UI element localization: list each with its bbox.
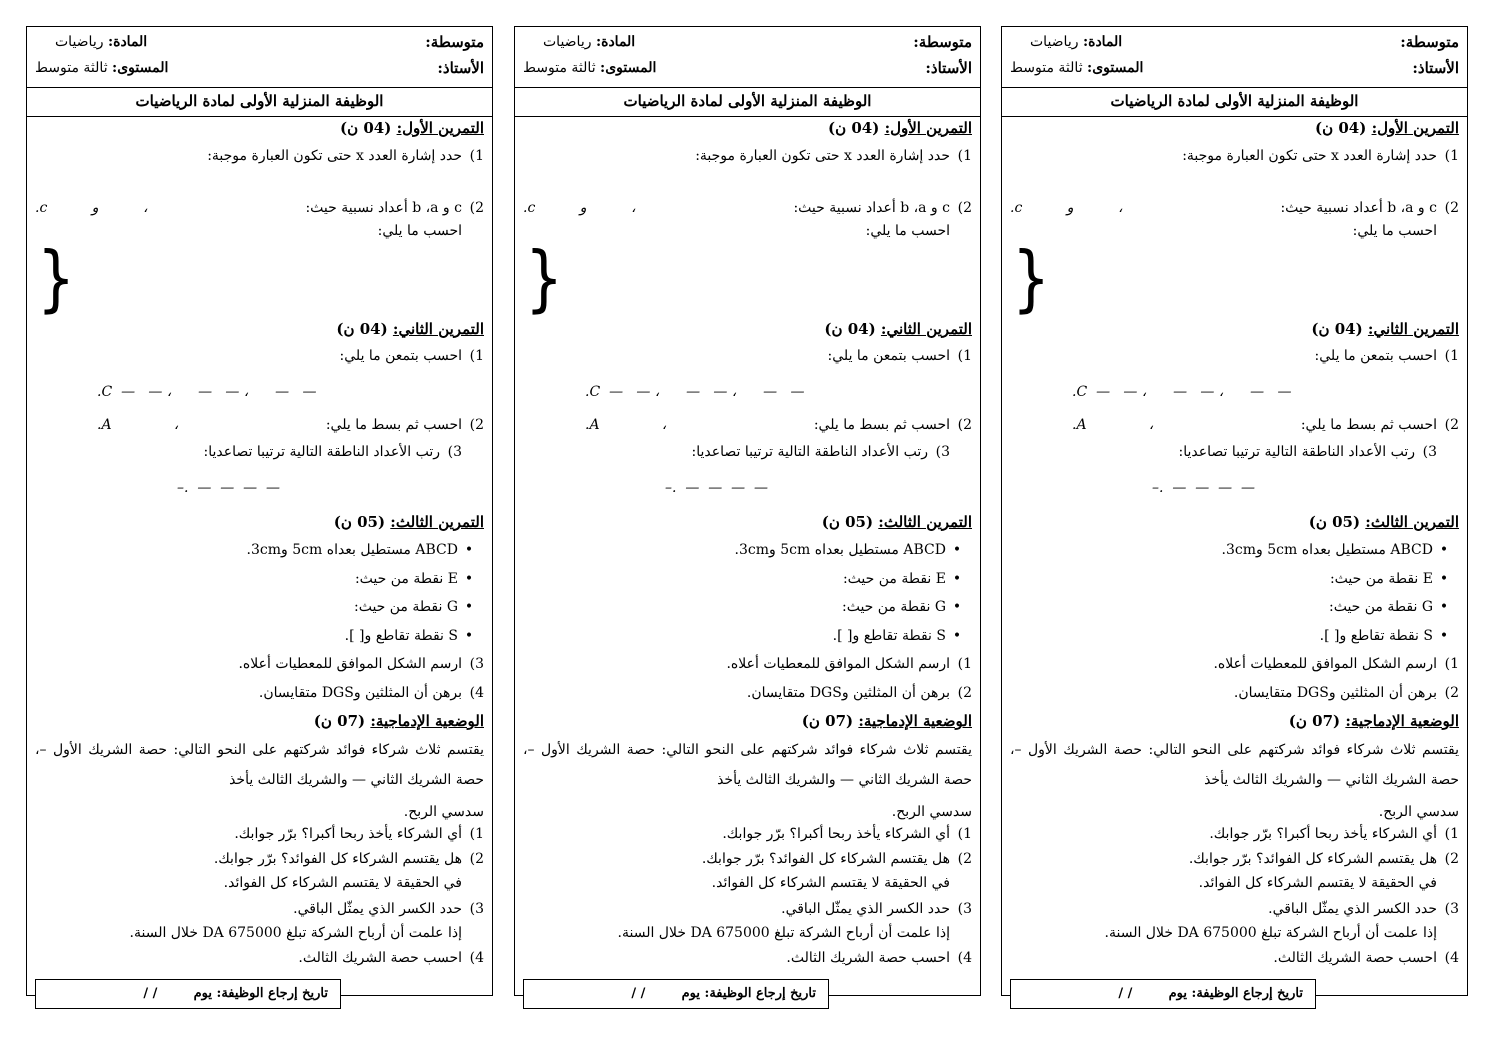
return-date-slots: / /: [143, 986, 158, 1001]
ex2-q3: رتب الأعداد الناطقة التالية ترتيبا تصاعديا:: [691, 444, 928, 460]
teacher-label: الأستاذ:: [925, 59, 972, 77]
ex3-b3: • G نقطة من حيث:: [1010, 596, 1455, 618]
ex1-points: (04 ن): [828, 119, 880, 137]
subject-label: المادة:: [107, 34, 148, 50]
sit-q3b: إذا علمت أن أرباح الشركة تبلغ 675000 DA خلال السنة.: [617, 925, 950, 941]
homework-title: الوظيفة المنزلية الأولى لمادة الرياضيات: [515, 88, 980, 117]
panel-header: [27, 27, 492, 88]
ex3-qb: برهن أن المثلثين وDGS متقايسان.: [258, 685, 462, 701]
ex1-q2: c و b ،a أعداد نسبية حيث:: [305, 200, 462, 216]
brace-icon: {: [1012, 237, 1051, 321]
sit-para1: يقتسم ثلاث شركاء فوائد شركتهم على النحو التالي: حصة الشريك الأول –، حصة الشريك الثاني — والشريك الثالث يأخذ: [1010, 742, 1459, 788]
ex2-q3-math: –. — — — —: [177, 480, 281, 496]
sit-heading: الوضعية الإدماجية:: [858, 712, 972, 730]
ex3-b3: • G نقطة من حيث:: [523, 596, 968, 618]
ex1-q2b: احسب ما يلي:: [1352, 223, 1437, 239]
ex1-q2: c و b ،a أعداد نسبية حيث:: [1280, 200, 1437, 216]
subject-value: رياضيات: [55, 34, 104, 50]
ex3-b2: • E نقطة من حيث:: [1010, 568, 1455, 590]
school-label: متوسطة:: [425, 33, 484, 51]
ex3-qa: ارسم الشكل الموافق للمعطيات أعلاه.: [726, 656, 950, 672]
ex3-qb: برهن أن المثلثين وDGS متقايسان.: [1233, 685, 1437, 701]
ex1-heading: التمرين الأول:: [1371, 119, 1459, 137]
ex1-q2-values: .c و ،: [35, 200, 148, 216]
level-label: المستوى:: [112, 60, 169, 76]
return-date-box: [523, 979, 829, 1009]
sit-q2: هل يقتسم الشركاء كل الفوائد؟ برّر جوابك.: [701, 851, 950, 867]
sit-q1: أي الشركاء يأخذ ربحا أكبرا؟ برّر جوابك.: [722, 826, 950, 842]
ex3-points: (05 ن): [1308, 513, 1361, 531]
level-label: المستوى:: [600, 60, 657, 76]
sit-q1: أي الشركاء يأخذ ربحا أكبرا؟ برّر جوابك.: [1209, 826, 1437, 842]
return-date-slots: / /: [631, 986, 646, 1001]
sit-para2: سدسي الربح.: [1378, 804, 1459, 820]
level-value: ثالثة متوسط: [1010, 60, 1083, 76]
ex3-b2: • E نقطة من حيث:: [35, 568, 480, 590]
panel-header: [1002, 27, 1467, 88]
sit-q2: هل يقتسم الشركاء كل الفوائد؟ برّر جوابك.: [1188, 851, 1437, 867]
ex2-q1-math: .C — — ، — — ، — —: [1072, 384, 1292, 400]
sit-q4: احسب حصة الشريك الثالث.: [786, 950, 950, 966]
school-label: متوسطة:: [1400, 33, 1459, 51]
sit-q1: أي الشركاء يأخذ ربحا أكبرا؟ برّر جوابك.: [234, 826, 462, 842]
ex3-b1: • ABCD مستطيل بعداه 5cm و3cm.: [35, 539, 480, 561]
subject-label: المادة:: [1082, 34, 1123, 50]
return-date-slots: / /: [1118, 986, 1133, 1001]
sit-q3: حدد الكسر الذي يمثّل الباقي.: [293, 901, 462, 917]
sit-para1: يقتسم ثلاث شركاء فوائد شركتهم على النحو التالي: حصة الشريك الأول –، حصة الشريك الثاني — والشريك الثالث يأخذ: [35, 742, 484, 788]
ex3-points: (05 ن): [333, 513, 386, 531]
ex2-q1: احسب بتمعن ما يلي:: [827, 348, 950, 364]
subject-value: رياضيات: [543, 34, 592, 50]
ex1-q1: حدد إشارة العدد x حتى تكون العبارة موجبة:: [695, 148, 950, 164]
sit-para2: سدسي الربح.: [403, 804, 484, 820]
ex2-points: (04 ن): [1311, 320, 1363, 338]
level-value: ثالثة متوسط: [35, 60, 108, 76]
ex2-q2: احسب ثم بسط ما يلي:: [325, 417, 462, 433]
ex2-q3-math: –. — — — —: [1152, 480, 1256, 496]
sit-para2: سدسي الربح.: [891, 804, 972, 820]
ex2-heading: التمرين الثاني:: [392, 320, 484, 338]
homework-title: الوظيفة المنزلية الأولى لمادة الرياضيات: [1002, 88, 1467, 117]
teacher-label: الأستاذ:: [437, 59, 484, 77]
ex3-b1: • ABCD مستطيل بعداه 5cm و3cm.: [523, 539, 968, 561]
sit-heading: الوضعية الإدماجية:: [370, 712, 484, 730]
ex3-qa: ارسم الشكل الموافق للمعطيات أعلاه.: [238, 656, 462, 672]
level-label: المستوى:: [1087, 60, 1144, 76]
ex3-b1: • ABCD مستطيل بعداه 5cm و3cm.: [1010, 539, 1455, 561]
ex2-points: (04 ن): [824, 320, 876, 338]
subject-label: المادة:: [595, 34, 636, 50]
ex3-b3: • G نقطة من حيث:: [35, 596, 480, 618]
ex3-heading: التمرين الثالث:: [390, 513, 484, 531]
ex1-heading: التمرين الأول:: [396, 119, 484, 137]
sit-points: (07 ن): [801, 712, 854, 730]
ex2-q2: احسب ثم بسط ما يلي:: [1300, 417, 1437, 433]
ex1-points: (04 ن): [1315, 119, 1367, 137]
level-value: ثالثة متوسط: [523, 60, 596, 76]
ex2-q2-math: .A ،: [97, 417, 179, 433]
ex1-q2-values: .c و ،: [1010, 200, 1123, 216]
ex2-heading: التمرين الثاني:: [1367, 320, 1459, 338]
ex2-q3: رتب الأعداد الناطقة التالية ترتيبا تصاعديا:: [203, 444, 440, 460]
ex3-heading: التمرين الثالث:: [1365, 513, 1459, 531]
ex2-q1: احسب بتمعن ما يلي:: [339, 348, 462, 364]
homework-panel-2: متوسطة: المادة: رياضيات الأستاذ: المستوى: ثالثة متوسط الوظيفة المنزلية الأولى لمادة الرياضيات التمرين الأول: (04 ن) 1)حدد إشارة العدد x حتى تكون العبارة موجبة: 2)c و b ،a أعداد نسبية حيث: .c و ، احسب ما يلي: { التمرين الثاني: (04 ن) 1)احسب بتمعن ما يلي: .C — — ، — — ، — — 2)احسب ثم بسط ما يلي: .A ، 3)رتب الأعداد الناطقة التالية ترتيبا تصاعديا: –. — — — — التمرين الثالث: (05 ن) • ABCD مستطيل بعداه 5cm و3cm. • E نقطة من حيث: • G نقطة من حيث: • S نقطة تقاطع و[ ]. 1)ارسم الشكل الموافق للمعطيات أعلاه. 2)برهن أن المثلثين وDGS متقايسان. الوضعية الإدماجية: (07 ن) يقتسم ثلاث شركاء فوائد شركتهم على النحو التالي: حصة الشريك الأول –، حصة الشريك الثاني — والشريك الثالث يأخذ سدسي الربح. 1)أي الشركاء يأخذ ربحا أكبرا؟ برّر جوابك. 2)هل يقتسم الشركاء كل الفوائد؟ برّر جوابك. في الحقيقة لا يقتسم الشركاء كل الفوائد. 3)حدد الكسر الذي يمثّل الباقي. إذا علمت أن أرباح الشركة تبلغ 675000 DA خلال السنة. 4)احسب حصة الشريك الثالث. تاريخ إرجاع الوظيفة: يوم / /: [514, 26, 981, 996]
sit-para1: يقتسم ثلاث شركاء فوائد شركتهم على النحو التالي: حصة الشريك الأول –، حصة الشريك الثاني — والشريك الثالث يأخذ: [523, 742, 972, 788]
ex2-q2-math: .A ،: [1072, 417, 1154, 433]
ex2-q1-math: .C — — ، — — ، — —: [97, 384, 317, 400]
subject-value: رياضيات: [1030, 34, 1079, 50]
sit-points: (07 ن): [1288, 712, 1341, 730]
ex2-q2: احسب ثم بسط ما يلي:: [813, 417, 950, 433]
teacher-label: الأستاذ:: [1412, 59, 1459, 77]
return-date-box: [1010, 979, 1316, 1009]
ex1-q1: حدد إشارة العدد x حتى تكون العبارة موجبة:: [207, 148, 462, 164]
brace-icon: {: [37, 237, 76, 321]
return-date-label: تاريخ إرجاع الوظيفة: يوم: [193, 986, 328, 1001]
ex3-b4: • S نقطة تقاطع و[ ].: [35, 625, 480, 647]
ex3-b2: • E نقطة من حيث:: [523, 568, 968, 590]
ex1-q2-values: .c و ،: [523, 200, 636, 216]
sit-q2b: في الحقيقة لا يقتسم الشركاء كل الفوائد.: [1198, 875, 1437, 891]
ex3-qb: برهن أن المثلثين وDGS متقايسان.: [746, 685, 950, 701]
brace-icon: {: [525, 237, 564, 321]
sit-q3b: إذا علمت أن أرباح الشركة تبلغ 675000 DA خلال السنة.: [129, 925, 462, 941]
homework-panel-1: متوسطة: المادة: رياضيات الأستاذ: المستوى: ثالثة متوسط الوظيفة المنزلية الأولى لمادة الرياضيات التمرين الأول: (04 ن) 1)حدد إشارة العدد x حتى تكون العبارة موجبة: 2)c و b ،a أعداد نسبية حيث: .c و ، احسب ما يلي: { التمرين الثاني: (04 ن) 1)احسب بتمعن ما يلي: .C — — ، — — ، — — 2)احسب ثم بسط ما يلي: .A ، 3)رتب الأعداد الناطقة التالية ترتيبا تصاعديا: –. — — — — التمرين الثالث: (05 ن) • ABCD مستطيل بعداه 5cm و3cm. • E نقطة من حيث: • G نقطة من حيث: • S نقطة تقاطع و[ ]. 3)ارسم الشكل الموافق للمعطيات أعلاه. 4)برهن أن المثلثين وDGS متقايسان. الوضعية الإدماجية: (07 ن) يقتسم ثلاث شركاء فوائد شركتهم على النحو التالي: حصة الشريك الأول –، حصة الشريك الثاني — والشريك الثالث يأخذ سدسي الربح. 1)أي الشركاء يأخذ ربحا أكبرا؟ برّر جوابك. 2)هل يقتسم الشركاء كل الفوائد؟ برّر جوابك. في الحقيقة لا يقتسم الشركاء كل الفوائد. 3)حدد الكسر الذي يمثّل الباقي. إذا علمت أن أرباح الشركة تبلغ 675000 DA خلال السنة. 4)احسب حصة الشريك الثالث. تاريخ إرجاع الوظيفة: يوم / /: [26, 26, 493, 996]
ex1-q2: c و b ،a أعداد نسبية حيث:: [793, 200, 950, 216]
sit-heading: الوضعية الإدماجية:: [1345, 712, 1459, 730]
ex1-q1: حدد إشارة العدد x حتى تكون العبارة موجبة:: [1182, 148, 1437, 164]
ex1-heading: التمرين الأول:: [884, 119, 972, 137]
homework-title: الوظيفة المنزلية الأولى لمادة الرياضيات: [27, 88, 492, 117]
sit-q3: حدد الكسر الذي يمثّل الباقي.: [1268, 901, 1437, 917]
ex2-q3: رتب الأعداد الناطقة التالية ترتيبا تصاعديا:: [1178, 444, 1415, 460]
ex3-b4: • S نقطة تقاطع و[ ].: [1010, 625, 1455, 647]
sit-q4: احسب حصة الشريك الثالث.: [298, 950, 462, 966]
sit-q2: هل يقتسم الشركاء كل الفوائد؟ برّر جوابك.: [213, 851, 462, 867]
panel-header: [515, 27, 980, 88]
ex1-q2b: احسب ما يلي:: [377, 223, 462, 239]
sit-points: (07 ن): [313, 712, 366, 730]
homework-panel-3: متوسطة: المادة: رياضيات الأستاذ: المستوى: ثالثة متوسط الوظيفة المنزلية الأولى لمادة الرياضيات التمرين الأول: (04 ن) 1)حدد إشارة العدد x حتى تكون العبارة موجبة: 2)c و b ،a أعداد نسبية حيث: .c و ، احسب ما يلي: { التمرين الثاني: (04 ن) 1)احسب بتمعن ما يلي: .C — — ، — — ، — — 2)احسب ثم بسط ما يلي: .A ، 3)رتب الأعداد الناطقة التالية ترتيبا تصاعديا: –. — — — — التمرين الثالث: (05 ن) • ABCD مستطيل بعداه 5cm و3cm. • E نقطة من حيث: • G نقطة من حيث: • S نقطة تقاطع و[ ]. 1)ارسم الشكل الموافق للمعطيات أعلاه. 2)برهن أن المثلثين وDGS متقايسان. الوضعية الإدماجية: (07 ن) يقتسم ثلاث شركاء فوائد شركتهم على النحو التالي: حصة الشريك الأول –، حصة الشريك الثاني — والشريك الثالث يأخذ سدسي الربح. 1)أي الشركاء يأخذ ربحا أكبرا؟ برّر جوابك. 2)هل يقتسم الشركاء كل الفوائد؟ برّر جوابك. في الحقيقة لا يقتسم الشركاء كل الفوائد. 3)حدد الكسر الذي يمثّل الباقي. إذا علمت أن أرباح الشركة تبلغ 675000 DA خلال السنة. 4)احسب حصة الشريك الثالث. تاريخ إرجاع الوظيفة: يوم / /: [1001, 26, 1468, 996]
return-date-box: [35, 979, 341, 1009]
return-date-label: تاريخ إرجاع الوظيفة: يوم: [1168, 986, 1303, 1001]
sit-q3b: إذا علمت أن أرباح الشركة تبلغ 675000 DA خلال السنة.: [1104, 925, 1437, 941]
ex3-points: (05 ن): [821, 513, 874, 531]
ex2-q1: احسب بتمعن ما يلي:: [1314, 348, 1437, 364]
return-date-label: تاريخ إرجاع الوظيفة: يوم: [681, 986, 816, 1001]
ex2-heading: التمرين الثاني:: [880, 320, 972, 338]
ex2-q3-math: –. — — — —: [665, 480, 769, 496]
ex1-points: (04 ن): [340, 119, 392, 137]
ex2-q2-math: .A ،: [585, 417, 667, 433]
ex2-points: (04 ن): [336, 320, 388, 338]
ex3-qa: ارسم الشكل الموافق للمعطيات أعلاه.: [1213, 656, 1437, 672]
sit-q2b: في الحقيقة لا يقتسم الشركاء كل الفوائد.: [711, 875, 950, 891]
ex1-q2b: احسب ما يلي:: [865, 223, 950, 239]
school-label: متوسطة:: [913, 33, 972, 51]
ex3-heading: التمرين الثالث:: [878, 513, 972, 531]
ex2-q1-math: .C — — ، — — ، — —: [585, 384, 805, 400]
ex3-b4: • S نقطة تقاطع و[ ].: [523, 625, 968, 647]
sit-q3: حدد الكسر الذي يمثّل الباقي.: [781, 901, 950, 917]
sit-q2b: في الحقيقة لا يقتسم الشركاء كل الفوائد.: [223, 875, 462, 891]
sit-q4: احسب حصة الشريك الثالث.: [1273, 950, 1437, 966]
